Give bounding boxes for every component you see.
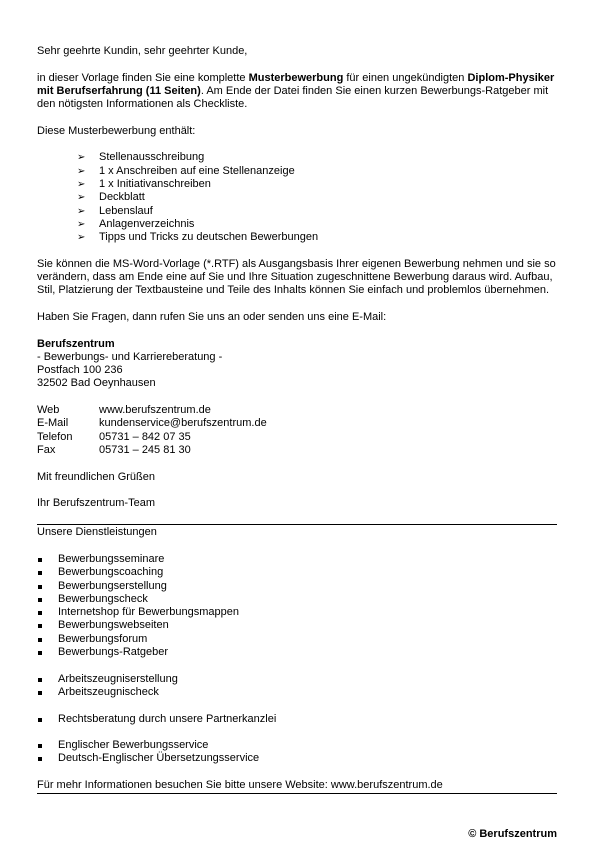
- contact-value: 05731 – 842 07 35: [99, 430, 191, 443]
- usage-paragraph: Sie können die MS-Word-Vorlage (*.RTF) als Ausgangsbasis Ihrer eigenen Bewerbung nehmen und sie so verändern, dass am Ende eine auf Sie und Ihre Situation zugeschnittene Bewerbung daraus wird. Aufbau, Stil, Platzierung der Textbausteine und Teile des Inhalts können Sie einfach und problemlos übernehmen.: [37, 257, 556, 297]
- contact-label: Fax: [37, 443, 56, 456]
- contact-value[interactable]: www.berufszentrum.de: [99, 404, 211, 417]
- signature: Ihr Berufszentrum-Team: [37, 497, 155, 510]
- list-item: ➢ Stellenausschreibung: [77, 151, 557, 164]
- list-item: ➢ Tipps und Tricks zu deutschen Bewerbungen: [77, 231, 557, 244]
- services-list-certificates: [37, 673, 557, 700]
- list-item: Arbeitszeugniserstellung: [37, 673, 557, 686]
- list-item: Arbeitszeugnischeck: [37, 686, 557, 699]
- services-divider: [37, 524, 557, 539]
- company-name: Berufszentrum: [37, 337, 115, 350]
- contact-row-fax: [37, 444, 557, 457]
- contents-heading: Diese Musterbewerbung enthält:: [37, 124, 196, 137]
- list-item: Bewerbungsforum: [37, 633, 557, 646]
- contact-row-phone: [37, 431, 557, 444]
- list-item: Bewerbungserstellung: [37, 580, 557, 593]
- contact-label: Web: [37, 404, 60, 417]
- contact-value: 05731 – 245 81 30: [99, 443, 191, 456]
- list-item: Bewerbungsseminare: [37, 553, 557, 566]
- intro-paragraph: [37, 72, 557, 112]
- list-item: Bewerbungscheck: [37, 593, 557, 606]
- list-item: ➢ Deckblatt: [77, 191, 557, 204]
- list-item: ➢ 1 x Anschreiben auf eine Stellenanzeige: [77, 165, 557, 178]
- list-item: ➢ Lebenslauf: [77, 205, 557, 218]
- list-item: Deutsch-Englischer Übersetzungsservice: [37, 752, 557, 765]
- intro-text-3: . Am Ende der Datei finden Sie einen kurzen Bewerbungs-Ratgeber mit den nötigsten Informationen als Checkliste.: [37, 84, 549, 111]
- contact-value[interactable]: kundenservice@berufszentrum.de: [99, 417, 267, 430]
- list-item: Internetshop für Bewerbungsmappen: [37, 606, 557, 619]
- services-list-english: [37, 739, 557, 766]
- contact-row-email: [37, 417, 557, 430]
- document-page: [37, 45, 557, 794]
- greeting: Sehr geehrte Kundin, sehr geehrter Kunde,: [37, 45, 248, 57]
- services-list-legal: [37, 713, 557, 726]
- list-item: Englischer Bewerbungsservice: [37, 739, 557, 752]
- po-box: Postfach 100 236: [37, 364, 123, 377]
- list-item: Rechtsberatung durch unsere Partnerkanzlei: [37, 713, 557, 726]
- contact-label: E-Mail: [37, 417, 69, 430]
- contact-block: [37, 404, 557, 457]
- intro-bold-1: Musterbewerbung: [248, 71, 344, 84]
- contact-label: Telefon: [37, 430, 73, 443]
- questions-paragraph: Haben Sie Fragen, dann rufen Sie uns an oder senden uns eine E-Mail:: [37, 310, 387, 323]
- copyright: © Berufszentrum: [468, 828, 557, 840]
- address-block: [37, 338, 557, 391]
- closing: Mit freundlichen Grüßen: [37, 470, 155, 483]
- footer-text: Für mehr Informationen besuchen Sie bitte unsere Website: www.berufszentrum.de: [37, 779, 443, 792]
- list-item: Bewerbungscoaching: [37, 566, 557, 579]
- contact-row-web: [37, 404, 557, 417]
- services-list-main: [37, 553, 557, 659]
- contents-list: [37, 151, 557, 244]
- intro-bold-2: Diplom-Physiker mit Berufserfahrung (11 Seiten): [37, 71, 555, 97]
- intro-text-2: für einen ungekündigten: [343, 71, 468, 84]
- list-item: ➢ 1 x Initiativanschreiben: [77, 178, 557, 191]
- footer-divider: [37, 779, 557, 794]
- list-item: ➢ Anlagenverzeichnis: [77, 218, 557, 231]
- list-item: Bewerbungs-Ratgeber: [37, 646, 557, 659]
- company-subtitle: - Bewerbungs- und Karriereberatung -: [37, 350, 223, 363]
- city: 32502 Bad Oeynhausen: [37, 377, 156, 390]
- list-item: Bewerbungswebseiten: [37, 619, 557, 632]
- intro-text-1: in dieser Vorlage finden Sie eine komplette: [37, 71, 249, 84]
- services-heading: Unsere Dienstleistungen: [37, 526, 157, 539]
